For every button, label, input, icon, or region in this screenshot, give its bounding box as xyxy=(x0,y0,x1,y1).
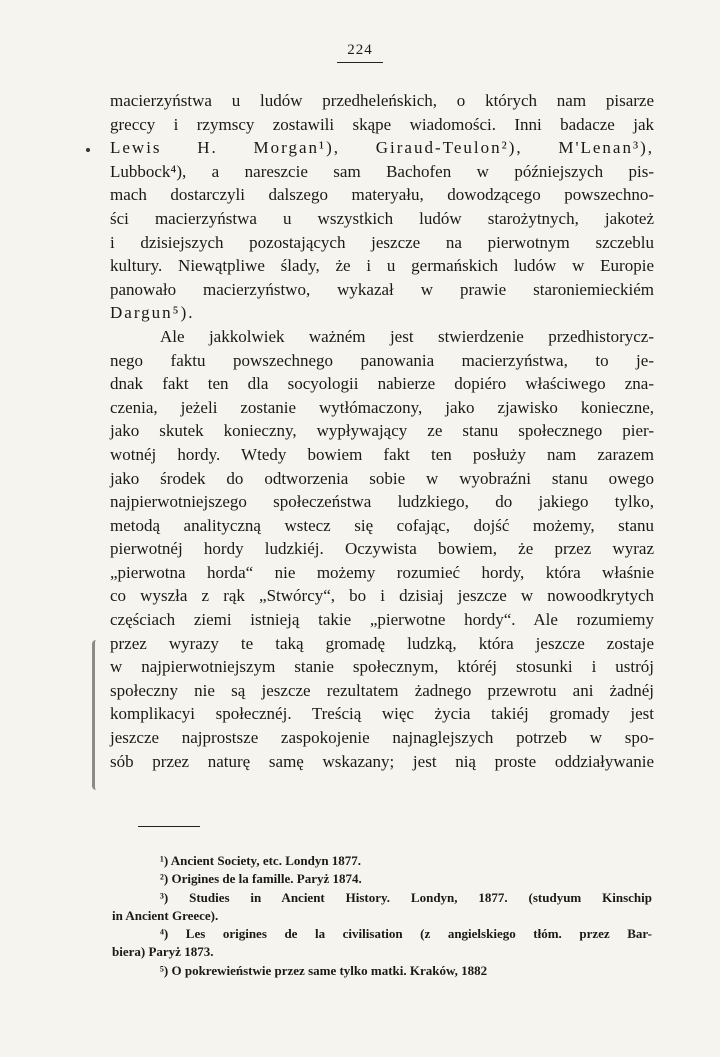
text-line: Lewis H. Morgan¹), Giraud-Teulon²), M'Lenan³), xyxy=(110,138,654,158)
footnote: ²) Origines de la famille. Paryż 1874. xyxy=(160,871,362,887)
text-line: społeczny nie są jeszcze rezultatem żadnego przewrotu ani żadnéj xyxy=(110,680,654,700)
page-number: 224 xyxy=(0,42,720,63)
text-line: „pierwotna horda“ nie możemy rozumieć hordy, która właśnie xyxy=(110,562,654,582)
text-line: najpierwotniejszego społeczeństwa ludzkiego, do jakiego tylko, xyxy=(110,492,654,512)
text-line: jako środek do odtworzenia sobie w wyobraźni stanu owego xyxy=(110,468,654,488)
text-line: Lubbock⁴), a nareszcie sam Bachofen w późniejszych pis- xyxy=(110,161,654,181)
text-line: w najpierwotniejszym stanie społecznym, któréj stosunki i ustrój xyxy=(110,657,654,677)
text-line: jako skutek konieczny, wypływający ze stanu społecznego pier- xyxy=(110,421,654,441)
footnote: ¹) Ancient Society, etc. Londyn 1877. xyxy=(160,853,362,868)
footnote-continuation: in Ancient Greece). xyxy=(112,907,219,923)
text-line: kultury. Niewątpliwe ślady, że i u germańskich ludów w Europie xyxy=(110,256,654,276)
text-line: wotnéj hordy. Wtedy bowiem fakt ten posłuży nam zarazem xyxy=(110,444,654,464)
paragraph-2 xyxy=(110,325,654,773)
text-line: przez wyrazy te taką gromadę ludzką, która jeszcze zostaje xyxy=(110,633,654,653)
text-line: co wyszła z rąk „Stwórcy“, bo i dzisiaj jeszcze w nowoodkrytych xyxy=(110,586,654,606)
text-line: ści macierzyństwa u wszystkich ludów starożytnych, jakoteż xyxy=(110,208,654,228)
footnote-rule xyxy=(138,826,200,827)
text-line: sób przez naturę samę wskazany; jest nią proste oddziaływanie xyxy=(110,751,654,771)
text-line: komplikacyi społecznéj. Treścią więc życia takiéj gromady jest xyxy=(110,704,654,724)
footnote: ³) Studies in Ancient History. Londyn, 1877. (studyum Kinschip xyxy=(160,889,652,905)
text-line: dnak fakt ten dla socyologii nabierze dopiéro właściwego zna- xyxy=(110,374,654,394)
text-line: częściach ziemi istnieją takie „pierwotne hordy“. Ale rozumiemy xyxy=(110,610,654,630)
footnotes xyxy=(112,852,652,980)
text-line: metodą analityczną wstecz się cofając, dojść możemy, stanu xyxy=(110,515,654,535)
text-line: greccy i rzymscy zostawili skąpe wiadomości. Inni badacze jak xyxy=(110,114,654,134)
text-line: Dargun⁵). xyxy=(110,303,195,323)
text-line: czenia, jeżeli zostanie wytłómaczony, jako zjawisko konieczne, xyxy=(110,397,654,417)
text-line: panowało macierzyństwo, wykazał w prawie staroniemieckiém xyxy=(110,279,654,299)
text-line: pierwotnéj hordy ludzkiéj. Oczywista bowiem, że przez wyraz xyxy=(110,539,654,559)
text-line: mach dostarczyli dalszego materyału, dowodzącego powszechno- xyxy=(110,185,654,205)
text-line: Ale jakkolwiek ważném jest stwierdzenie przedhistorycz- xyxy=(160,326,654,346)
footnote: ⁵) O pokrewieństwie przez same tylko matki. Kraków, 1882 xyxy=(160,962,488,978)
text-line: i dzisiejszych pozostających jeszcze na pierwotnym szczeblu xyxy=(110,232,654,252)
body-text xyxy=(110,89,654,773)
footnote: ⁴) Les origines de la civilisation (z angielskiego tłóm. przez Bar- xyxy=(160,926,652,942)
paragraph-1 xyxy=(110,89,654,325)
text-line: macierzyństwa u ludów przedheleńskich, o których nam pisarze xyxy=(110,91,654,110)
text-line: nego faktu powszechnego panowania macierzyństwa, to je- xyxy=(110,350,654,370)
margin-mark xyxy=(92,640,103,790)
text-line: jeszcze najprostsze zaspokojenie najnaglejszych potrzeb w spo- xyxy=(110,728,654,748)
margin-dot xyxy=(86,148,90,152)
footnote-continuation: biera) Paryż 1873. xyxy=(112,944,214,960)
